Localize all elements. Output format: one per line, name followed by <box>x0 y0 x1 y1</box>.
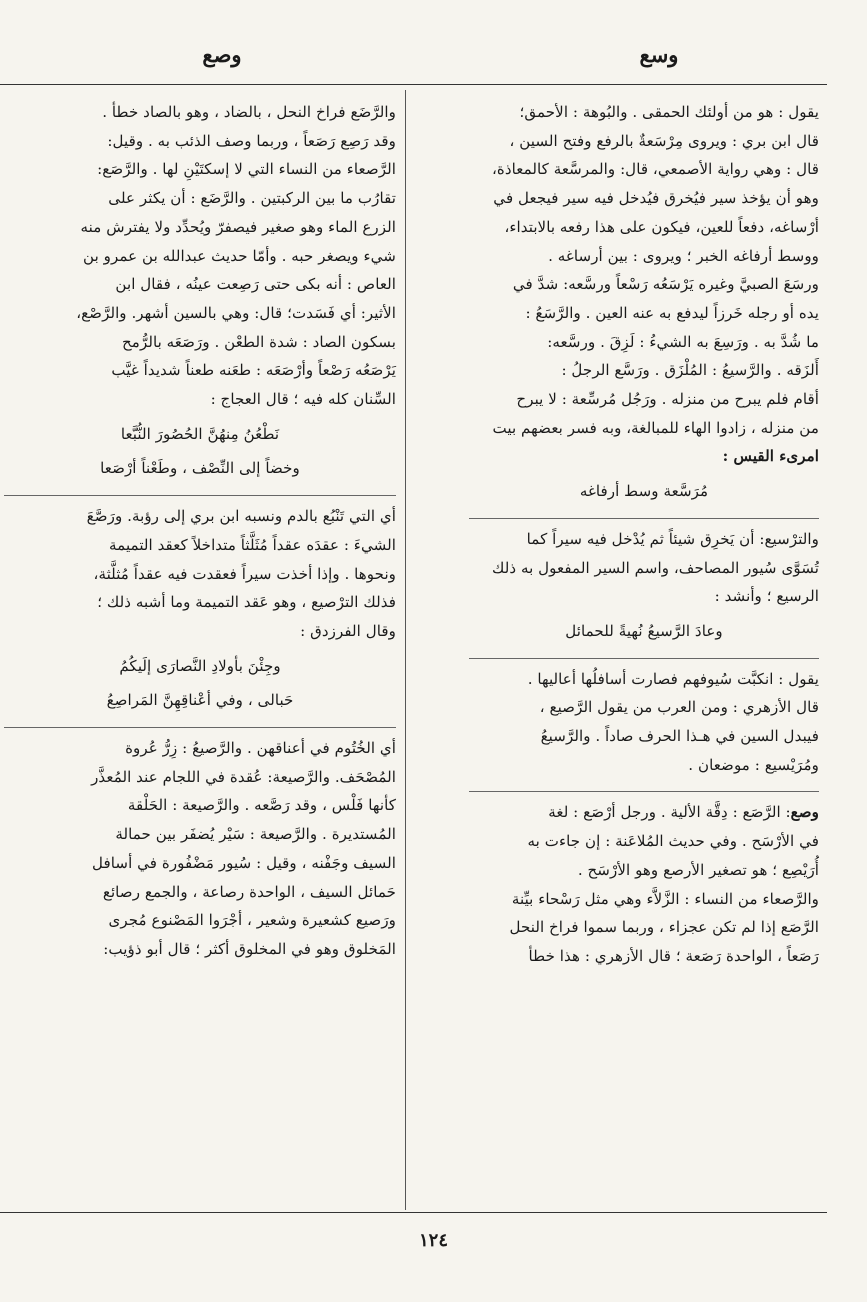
text-line: السيف وجَفْنه ، وقيل : سُيور مَضْفُورة في أسافل <box>91 853 396 872</box>
text-line: وقد رَصِع رَصَعاً ، وربما وصف الذئب به . وقيل: <box>107 131 396 150</box>
text-line: يَرْصَعُه رَصْعاً وأرْصَعَه : طعَنه طعناً شديداً غيَّب <box>111 361 396 380</box>
text-line: فذلك الترْصيع ، وهو عَقد التميمة وما أشبه ذلك ؛ <box>97 593 396 612</box>
text-line: وقال الفرزدق : <box>300 621 396 640</box>
text-line: قال ابن بري : ويروى مِرْسَعةٌ بالرفع وفتح السين ، <box>509 131 819 150</box>
page-number: ١٢٤ <box>418 1230 448 1251</box>
text-line: يقول : انكبَّت سُيوفهم فصارت أسافلُها أعاليها . <box>527 669 819 688</box>
text-line: ونحوها . وإذا أخذت سيراً فعقدت فيه عقداً مُثلَّثة، <box>93 564 396 583</box>
text-line: تقارُب ما بين الركبتين . والرَّضَع : أن يكثر على <box>108 189 396 208</box>
verse-line: نَطْعُنُ مِنهُنَّ الحُصُورَ النُّبَّعا <box>120 424 280 443</box>
verse-line: وعادَ الرَّسيعُ نُهيةً للحمائل <box>565 621 723 640</box>
text-line: الرَّصَع إذا لم تكن عجزاء ، وربما سموا فراخ النحل <box>509 918 819 937</box>
headword-right: وسع <box>639 42 679 67</box>
text-line <box>469 798 819 827</box>
column-divider <box>405 90 406 1210</box>
text-line: ورسَعَ الصبيَّ وغيره يَرْسَعُه رَسْعاً ورسَّعه: شدَّ في <box>512 275 819 294</box>
text-line: ووسط أرفاغه الخبر ؛ ويروى : بين أرساغه . <box>548 246 819 265</box>
left-column <box>4 98 396 964</box>
verse-line: وجِئْنَ بأولادِ النَّصارَى إلَيكُمُ <box>119 656 281 675</box>
separator <box>469 791 819 792</box>
text-line: كأنها فَلْس ، وقد رَصَّعه . والرَّصيعة : الحَلْقة <box>127 796 396 815</box>
text-line: في الأرْسَح . وفي حديث المُلاعَنة : إن جاءت به <box>527 832 819 851</box>
verse-line: وخضاً إلى النِّصْف ، وطَعْناً أرْصَعا <box>100 459 300 478</box>
separator <box>4 495 396 496</box>
text-line: امرىء القيس : <box>722 447 819 466</box>
bottom-rule <box>0 1212 827 1213</box>
text-line: قال : وهي رواية الأصمعي، قال: والمرسَّعة كالمعاذة، <box>492 160 819 179</box>
text-line: الشيءَ : عقدَه عقداً مُثَلَّثاً متداخلاً كعقد التميمة <box>109 535 396 554</box>
entry-headword: وصع <box>790 803 819 822</box>
text-line: المَخلوق وهو في المخلوق أكثر ؛ قال أبو ذؤيب: <box>103 939 396 958</box>
text-line: أُرَيْصِع ؛ هو تصغير الأرصع وهو الأرْسَح . <box>577 860 819 879</box>
text-line: بسكون الصاد : شدة الطعْن . ورَصَعَه بالرُّمح <box>122 332 396 351</box>
text-line: رَصَعاً ، الواحدة رَصَعة ؛ قال الأزهري : هذا خطأ <box>528 946 819 965</box>
text-line: الرَّصعاء من النساء التي لا إسكتَيْنِ لها . والرَّصَع: <box>97 160 396 179</box>
text-line: المُصْحَف. والرَّصيعة: عُقدة في اللجام عند المُعذَّر <box>91 767 396 786</box>
entry-text: : الرَّصَع : دِقَّة الألية . ورجل أرْصَع : لغة <box>548 803 791 822</box>
text-line: والرَّصعاء من النساء : الزَّلاَّء وهي مثل رَسْحاء بيِّنة <box>511 889 819 908</box>
headword-left: وصع <box>202 42 242 67</box>
verse-line: حَبالى ، وفي أعْناقِهِنَّ المَراصِعُ <box>106 691 294 710</box>
text-line: الأثير: أي فَسَدت؛ قال: وهي بالسين أشهر. والرَّصْع، <box>76 303 396 322</box>
text-line: قال الأزهري : ومن العرب من يقول الرَّصيع ، <box>539 698 819 717</box>
text-line: أي التي تَنْبُع بالدم ونسبه ابن بري إلى رؤبة. ورَصَّعَ <box>86 507 396 526</box>
text-line: تُسَوَّى سُيور المصاحف، واسم السير المفعول به ذلك <box>491 558 819 577</box>
text-line: وهو أن يؤخذ سير فيُخرق فيُدخل فيه سير فيجعل في <box>493 189 819 208</box>
text-line: العاص : أنه بكى حتى رَصِعت عينُه ، فقال ابن <box>115 275 396 294</box>
top-rule <box>0 84 827 85</box>
text-line: السِّنان كله فيه ؛ قال العجاج : <box>210 390 396 409</box>
text-line: فيبدل السين في هـذا الحرف صاداً . والرَّسيعُ <box>540 727 819 746</box>
separator <box>4 727 396 728</box>
text-line: من منزله ، زادوا الهاء للمبالغة، وبه فسر بعضهم بيت <box>492 418 819 437</box>
text-line: والترْسيع: أن يَخرِق شيئاً ثم يُدْخل فيه سيراً كما <box>526 529 819 548</box>
text-line: حَمائل السيف ، الواحدة رصاعة ، والجمع رصائع <box>102 882 396 901</box>
text-line: أقام فلم يبرح من منزله . ورَجُل مُرسِّعة : لا يبرح <box>516 390 819 409</box>
text-line: أي الخُتُوم في أعناقهن . والرَّصيعُ : زِرُّ عُروة <box>125 739 396 758</box>
text-line: المُستديرة . والرَّصيعة : سَيْر يُضفَر بين حمالة <box>115 825 396 844</box>
text-line: الزرع الماء وهو صغير فيصفرّ ويُحدِّد ولا يفترش منه <box>80 217 396 236</box>
text-line: يده أو رجله خَرزاً ليدفع به عنه العين . والرَّسَعُ : <box>525 303 819 322</box>
text-line: ومُرَيْسيع : موضعان . <box>688 755 819 774</box>
right-column <box>469 98 819 971</box>
text-line: الرسيع ؛ وأنشد : <box>714 587 819 606</box>
text-line: يقول : هو من أولئك الحمقى . والبُوهة : الأحمق؛ <box>519 103 819 121</box>
text-line: ما شُدَّ به . ورَسِعَ به الشيءُ : لَزِقَ . ورسَّعه: <box>547 332 819 351</box>
text-line: شيء ويصغر حبه . وأمّا حديث عبدالله بن عمرو بن <box>83 246 396 265</box>
separator <box>469 518 819 519</box>
verse-line: مُرَسَّعة وسط أرفاغه <box>579 482 709 501</box>
text-line: أرْساغه، دفعاً للعين، فيكون على هذا رفعه بالابتداء، <box>504 217 819 236</box>
separator <box>469 658 819 659</box>
text-line: والرَّضَع فراخ النحل ، بالضاد ، وهو بالصاد خطأ . <box>102 103 396 121</box>
text-line: ورَصيع كشعيرة وشعير ، أجْرَوا المَصْنوع مُجرى <box>108 911 396 930</box>
text-line: أَلزَقه . والرَّسيعُ : المُلْزَق . ورَسَّع الرجلُ : <box>561 361 819 380</box>
